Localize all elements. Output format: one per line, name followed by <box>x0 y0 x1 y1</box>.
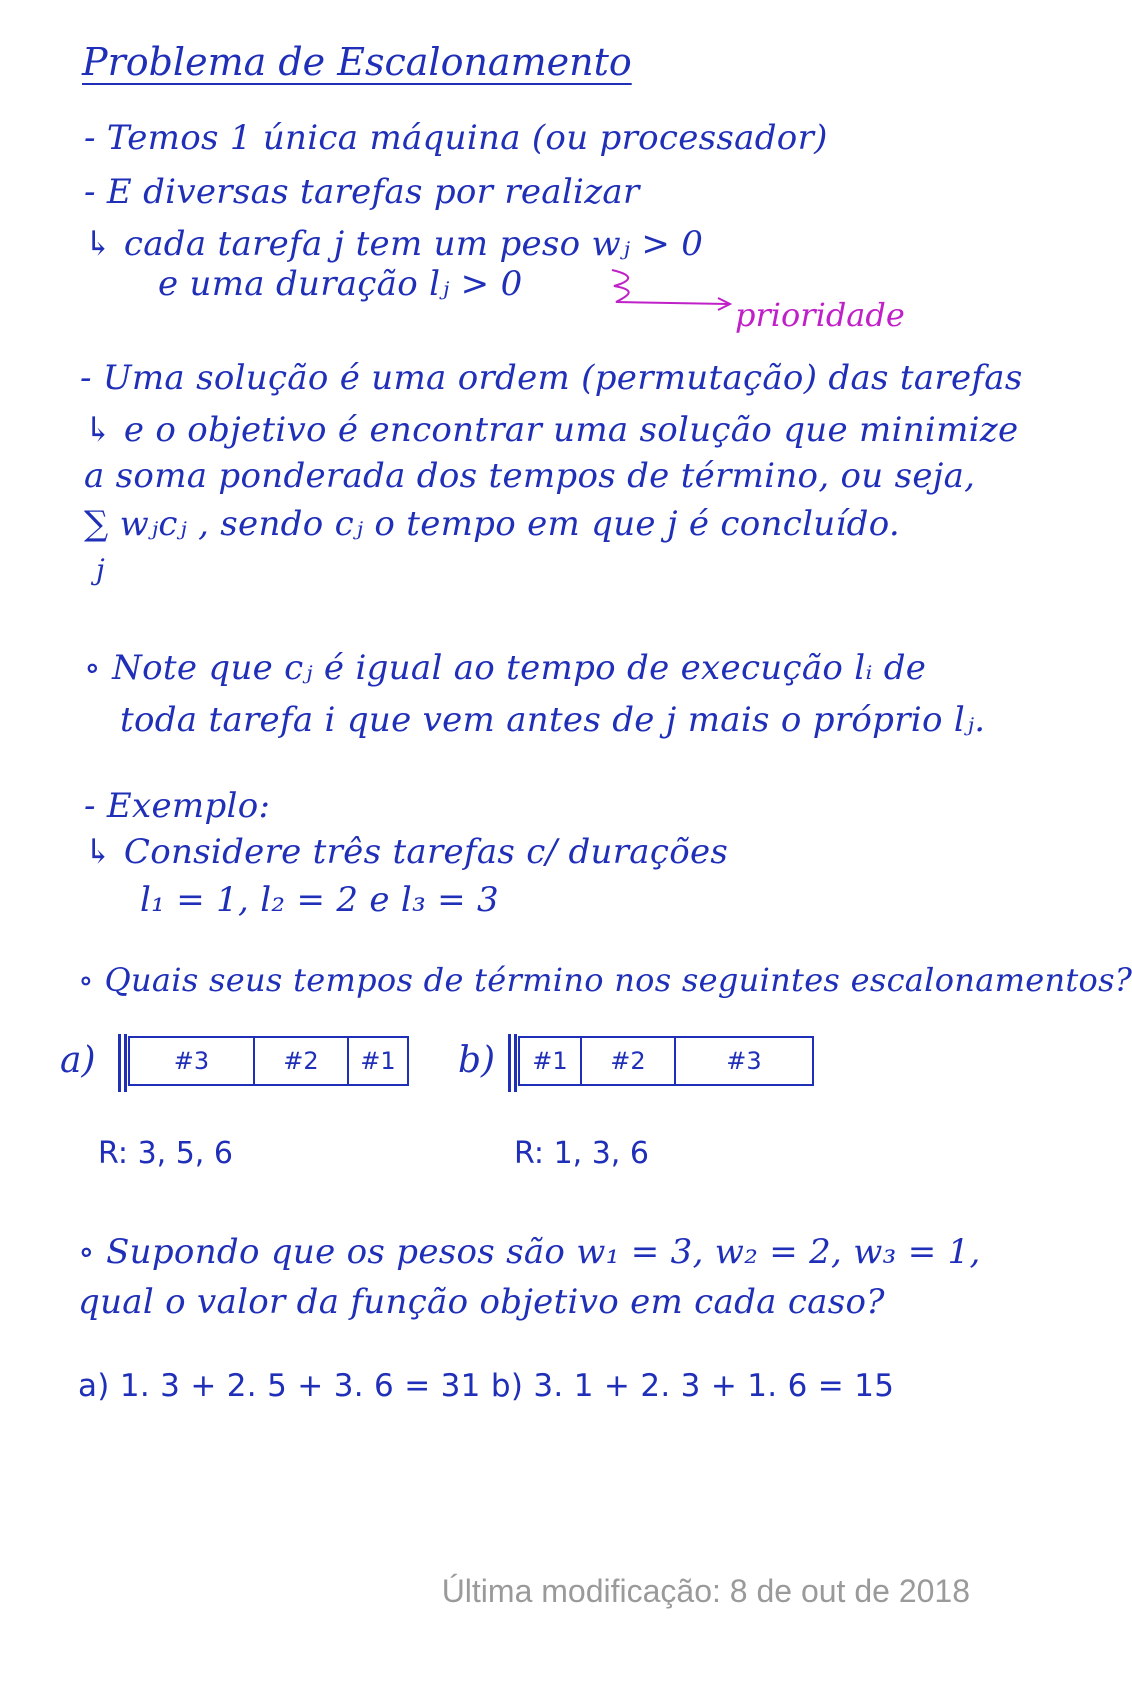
note-line: ∘ Quais seus tempos de término nos seguintes escalonamentos? <box>78 961 1132 999</box>
schedule-a-task: #2 <box>253 1036 347 1086</box>
schedule-a-label: a) <box>60 1040 96 1081</box>
priority-annotation: prioridade <box>735 296 905 334</box>
schedule-b-label: b) <box>458 1040 496 1081</box>
note-line: ↳ Considere três tarefas c/ durações <box>84 832 729 872</box>
priority-arrow <box>608 268 738 332</box>
schedule-a-task: #1 <box>347 1036 409 1086</box>
schedule-b-task: #2 <box>580 1036 674 1086</box>
note-line: j <box>96 553 105 586</box>
last-modified: Última modificação: 8 de out de 2018 <box>441 1573 970 1609</box>
note-line: - Exemplo: <box>84 786 271 826</box>
schedule-b-start-bar <box>514 1034 517 1092</box>
schedule-b-timeline <box>518 1036 814 1086</box>
schedule-a-task: #3 <box>128 1036 253 1086</box>
note-line: a soma ponderada dos tempos de término, ou seja, <box>84 456 976 496</box>
note-line: l₁ = 1, l₂ = 2 e l₃ = 3 <box>140 880 499 920</box>
note-line: e uma duração lⱼ > 0 <box>158 264 523 304</box>
schedule-b-task: #3 <box>674 1036 814 1086</box>
note-line: ∘ Supondo que os pesos são w₁ = 3, w₂ = 2, w₃ = 1, <box>78 1232 981 1272</box>
note-line: ∑ wⱼcⱼ , sendo cⱼ o tempo em que j é concluído. <box>84 504 900 544</box>
schedule-a-start-bar <box>124 1034 127 1092</box>
arrow-icon <box>608 268 738 328</box>
schedule-b-answer: R: 1, 3, 6 <box>514 1136 649 1171</box>
note-line: - Uma solução é uma ordem (permutação) das tarefas <box>80 358 1023 398</box>
schedule-b-task: #1 <box>518 1036 580 1086</box>
note-line: - E diversas tarefas por realizar <box>84 172 640 212</box>
note-line: ∘ Note que cⱼ é igual ao tempo de execução lᵢ de <box>84 648 927 688</box>
note-line: ↳ cada tarefa j tem um peso wⱼ > 0 <box>84 224 704 264</box>
page-title: Problema de Escalonamento <box>82 40 632 84</box>
schedule-a-answer: R: 3, 5, 6 <box>98 1136 233 1171</box>
note-line: - Temos 1 única máquina (ou processador) <box>84 118 828 158</box>
schedule-a-start-bar <box>118 1034 121 1092</box>
note-line: qual o valor da função objetivo em cada caso? <box>78 1282 885 1322</box>
objective-results: a) 1. 3 + 2. 5 + 3. 6 = 31 b) 3. 1 + 2. 3 + 1. 6 = 15 <box>78 1368 895 1404</box>
note-line: ↳ e o objetivo é encontrar uma solução que minimize <box>84 410 1019 450</box>
note-line: toda tarefa i que vem antes de j mais o próprio lⱼ. <box>120 700 986 740</box>
schedule-b-start-bar <box>508 1034 511 1092</box>
schedule-a-timeline <box>128 1036 409 1086</box>
